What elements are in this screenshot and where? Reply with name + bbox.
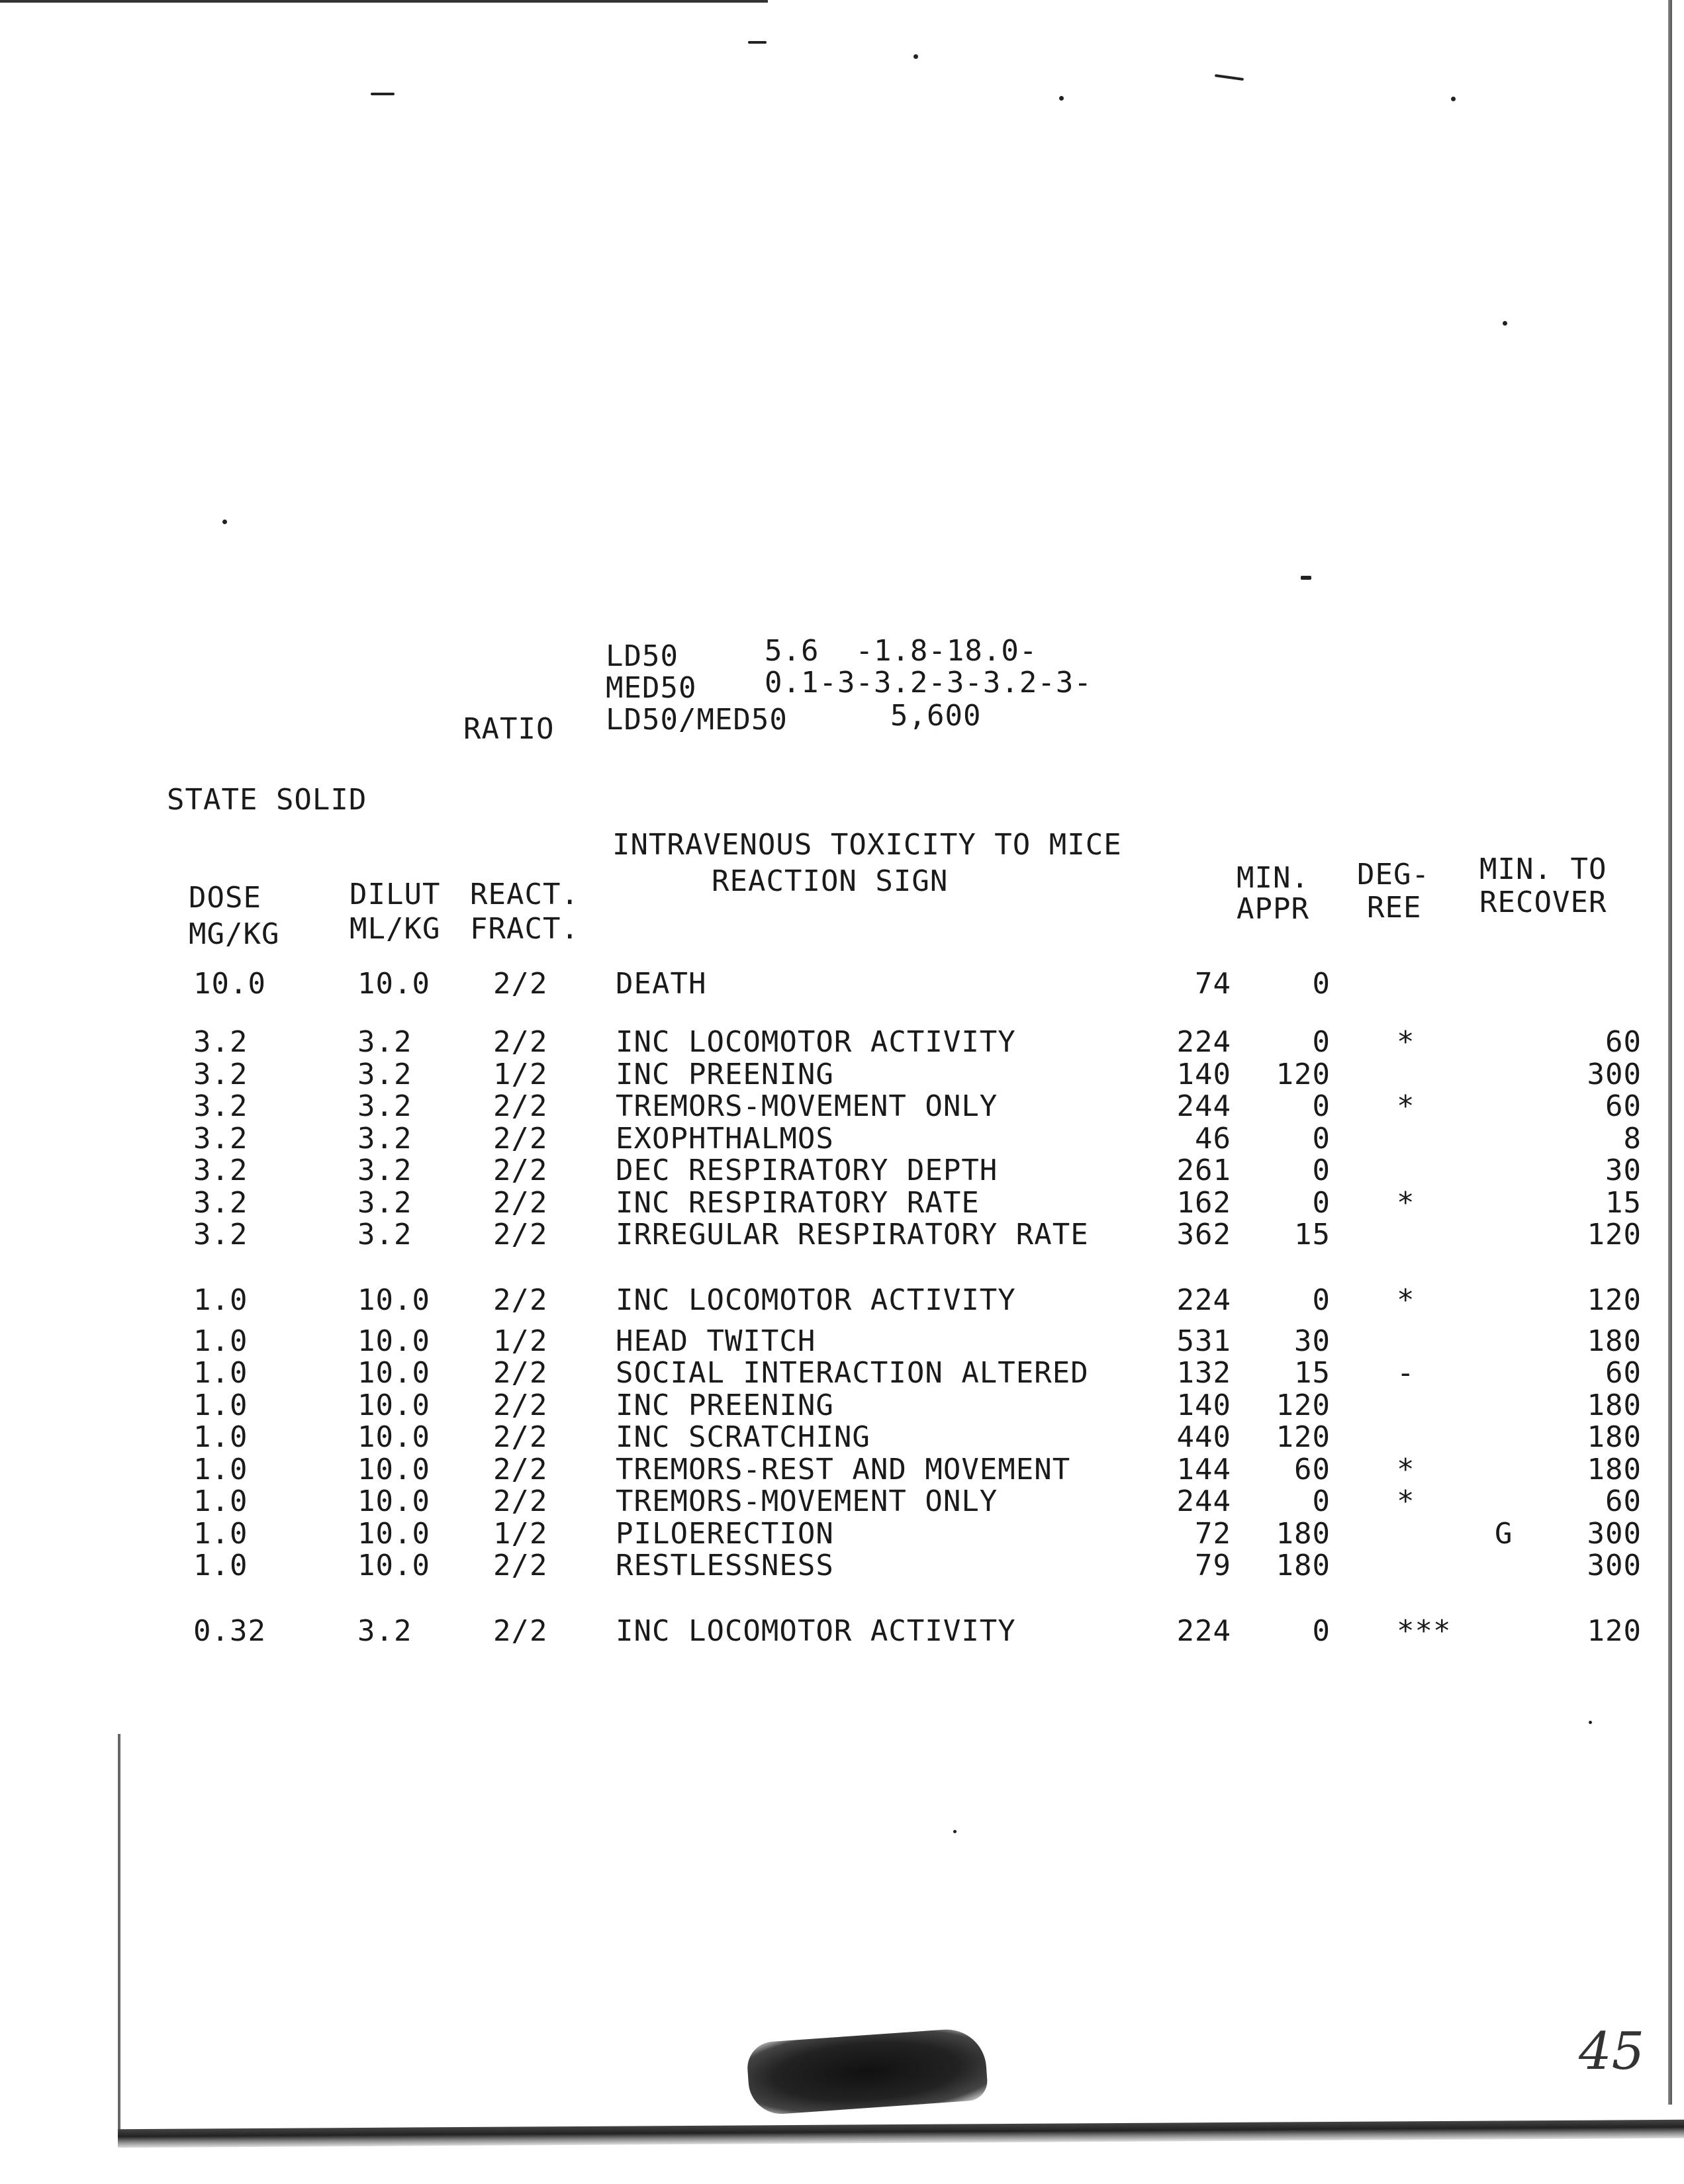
cell-reaction-sign: INC PREENING bbox=[616, 1058, 834, 1091]
cell-degree: * bbox=[1397, 1484, 1415, 1518]
cell-dilut: 10.0 bbox=[357, 1453, 430, 1486]
cell-dose: 3.2 bbox=[193, 1089, 248, 1123]
cell-min-appr: 0 bbox=[1312, 1283, 1331, 1317]
table-row bbox=[0, 1186, 1684, 1222]
table-row bbox=[0, 1455, 1684, 1488]
cell-min-recover: 60 bbox=[1605, 1025, 1642, 1059]
scan-speck bbox=[222, 520, 227, 524]
cell-reaction-sign: IRREGULAR RESPIRATORY RATE bbox=[616, 1218, 1089, 1251]
cell-degree: *** bbox=[1397, 1614, 1452, 1648]
cell-reaction-sign: INC PREENING bbox=[616, 1388, 834, 1422]
header-min-appr: MIN. bbox=[1237, 861, 1309, 895]
cell-fract: 2/2 bbox=[493, 1420, 548, 1454]
cell-min-appr: 120 bbox=[1276, 1420, 1331, 1454]
cell-sign-code: 224 bbox=[1176, 1025, 1231, 1059]
cell-reaction-sign: TREMORS-MOVEMENT ONLY bbox=[616, 1484, 998, 1518]
cell-min-appr: 0 bbox=[1312, 1122, 1331, 1156]
cell-dilut: 10.0 bbox=[357, 1420, 430, 1454]
cell-degree: * bbox=[1397, 1089, 1415, 1123]
scan-speck bbox=[371, 93, 395, 95]
cell-fract: 2/2 bbox=[493, 1549, 548, 1582]
table-title: INTRAVENOUS TOXICITY TO MICE bbox=[612, 828, 1122, 862]
ratio-expression: LD50/MED50 bbox=[606, 703, 788, 737]
cell-min-recover: 120 bbox=[1587, 1283, 1642, 1317]
cell-dilut: 10.0 bbox=[357, 1517, 430, 1551]
cell-dose: 1.0 bbox=[193, 1549, 248, 1582]
cell-dilut: 3.2 bbox=[357, 1025, 412, 1059]
cell-dose: 3.2 bbox=[193, 1154, 248, 1187]
table-row bbox=[0, 1484, 1684, 1520]
cell-sign-code: 144 bbox=[1176, 1453, 1231, 1486]
cell-degree: * bbox=[1397, 1186, 1415, 1220]
scan-speck bbox=[1215, 74, 1244, 81]
table-row bbox=[0, 1614, 1684, 1650]
cell-min-recover: 30 bbox=[1605, 1154, 1642, 1187]
cell-fract: 2/2 bbox=[493, 1089, 548, 1123]
cell-dose: 1.0 bbox=[193, 1484, 248, 1518]
scan-speck bbox=[1589, 1721, 1592, 1724]
cell-reaction-sign: DEC RESPIRATORY DEPTH bbox=[616, 1154, 998, 1187]
cell-dose: 1.0 bbox=[193, 1388, 248, 1422]
scan-speck bbox=[913, 54, 918, 59]
table-row bbox=[0, 1356, 1684, 1392]
cell-dilut: 3.2 bbox=[357, 1122, 412, 1156]
cell-fract: 2/2 bbox=[493, 1025, 548, 1059]
cell-note: G bbox=[1495, 1517, 1513, 1551]
cell-min-recover: 180 bbox=[1587, 1420, 1642, 1454]
scan-speck bbox=[1301, 576, 1311, 580]
header-min-to: MIN. TO bbox=[1479, 852, 1607, 886]
cell-min-appr: 0 bbox=[1312, 1025, 1331, 1059]
ratio-label: RATIO bbox=[463, 712, 555, 746]
cell-dilut: 10.0 bbox=[357, 1549, 430, 1582]
cell-fract: 2/2 bbox=[493, 1122, 548, 1156]
scan-speck bbox=[748, 41, 767, 44]
cell-min-recover: 60 bbox=[1605, 1089, 1642, 1123]
header-appr: APPR bbox=[1237, 892, 1309, 926]
cell-sign-code: 140 bbox=[1176, 1388, 1231, 1422]
header-degree: DEG- bbox=[1357, 858, 1430, 891]
scan-edge-top bbox=[0, 0, 768, 3]
cell-sign-code: 261 bbox=[1176, 1154, 1231, 1187]
table-row bbox=[0, 1551, 1684, 1584]
cell-dilut: 3.2 bbox=[357, 1186, 412, 1220]
cell-fract: 1/2 bbox=[493, 1058, 548, 1091]
cell-fract: 2/2 bbox=[493, 1218, 548, 1251]
header-dose: DOSE bbox=[189, 881, 261, 915]
cell-reaction-sign: SOCIAL INTERACTION ALTERED bbox=[616, 1356, 1089, 1390]
cell-degree: * bbox=[1397, 1283, 1415, 1317]
cell-dose: 0.32 bbox=[193, 1614, 266, 1648]
scan-speck bbox=[1451, 97, 1456, 101]
table-row bbox=[0, 967, 1684, 1003]
cell-sign-code: 74 bbox=[1195, 967, 1231, 1001]
state-label: STATE SOLID bbox=[167, 783, 367, 817]
cell-min-recover: 15 bbox=[1605, 1186, 1642, 1220]
cell-min-appr: 15 bbox=[1294, 1218, 1331, 1251]
header-ree: REE bbox=[1367, 891, 1422, 925]
cell-fract: 2/2 bbox=[493, 1154, 548, 1187]
table-row bbox=[0, 1324, 1684, 1360]
cell-min-recover: 120 bbox=[1587, 1218, 1642, 1251]
cell-min-appr: 0 bbox=[1312, 1154, 1331, 1187]
cell-fract: 2/2 bbox=[493, 1283, 548, 1317]
cell-reaction-sign: INC RESPIRATORY RATE bbox=[616, 1186, 980, 1220]
cell-dose: 1.0 bbox=[193, 1420, 248, 1454]
cell-min-appr: 0 bbox=[1312, 967, 1331, 1001]
cell-fract: 2/2 bbox=[493, 1186, 548, 1220]
cell-min-recover: 180 bbox=[1587, 1453, 1642, 1486]
cell-fract: 1/2 bbox=[493, 1517, 548, 1551]
cell-min-recover: 180 bbox=[1587, 1388, 1642, 1422]
table-row bbox=[0, 1025, 1684, 1061]
cell-dose: 1.0 bbox=[193, 1453, 248, 1486]
cell-degree: * bbox=[1397, 1453, 1415, 1486]
header-fract: FRACT. bbox=[470, 912, 579, 946]
cell-dose: 1.0 bbox=[193, 1283, 248, 1317]
scan-speck bbox=[953, 1830, 957, 1833]
cell-min-appr: 15 bbox=[1294, 1356, 1331, 1390]
cell-fract: 2/2 bbox=[493, 1453, 548, 1486]
cell-reaction-sign: DEATH bbox=[616, 967, 707, 1001]
cell-dilut: 10.0 bbox=[357, 1283, 430, 1317]
ld50-label: LD50 bbox=[606, 639, 678, 673]
cell-reaction-sign: INC LOCOMOTOR ACTIVITY bbox=[616, 1614, 1016, 1648]
scan-speck bbox=[1059, 96, 1064, 101]
header-dilut: DILUT bbox=[350, 878, 441, 911]
header-dilut-unit: ML/KG bbox=[350, 912, 441, 946]
table-row bbox=[0, 1388, 1684, 1424]
cell-min-appr: 180 bbox=[1276, 1517, 1331, 1551]
header-dose-unit: MG/KG bbox=[189, 917, 280, 951]
cell-dose: 10.0 bbox=[193, 967, 266, 1001]
cell-min-recover: 300 bbox=[1587, 1517, 1642, 1551]
cell-dilut: 3.2 bbox=[357, 1089, 412, 1123]
scan-edge-bottom bbox=[118, 2120, 1684, 2148]
cell-min-recover: 8 bbox=[1623, 1122, 1642, 1156]
cell-min-appr: 0 bbox=[1312, 1484, 1331, 1518]
cell-fract: 2/2 bbox=[493, 1356, 548, 1390]
table-row bbox=[0, 1156, 1684, 1189]
cell-reaction-sign: TREMORS-MOVEMENT ONLY bbox=[616, 1089, 998, 1123]
cell-reaction-sign: RESTLESSNESS bbox=[616, 1549, 834, 1582]
cell-min-appr: 0 bbox=[1312, 1614, 1331, 1648]
cell-dilut: 3.2 bbox=[357, 1614, 412, 1648]
table-row bbox=[0, 1220, 1684, 1253]
table-row bbox=[0, 1089, 1684, 1125]
cell-reaction-sign: INC LOCOMOTOR ACTIVITY bbox=[616, 1025, 1016, 1059]
cell-sign-code: 46 bbox=[1195, 1122, 1231, 1156]
cell-sign-code: 531 bbox=[1176, 1324, 1231, 1358]
cell-sign-code: 362 bbox=[1176, 1218, 1231, 1251]
cell-min-appr: 120 bbox=[1276, 1058, 1331, 1091]
cell-dose: 1.0 bbox=[193, 1517, 248, 1551]
header-react: REACT. bbox=[470, 878, 579, 911]
table-row bbox=[0, 1124, 1684, 1158]
cell-min-recover: 300 bbox=[1587, 1058, 1642, 1091]
ld50-value: 5.6 -1.8-18.0- bbox=[765, 634, 1038, 668]
cell-min-recover: 180 bbox=[1587, 1324, 1642, 1358]
cell-fract: 1/2 bbox=[493, 1324, 548, 1358]
cell-sign-code: 162 bbox=[1176, 1186, 1231, 1220]
page-number: 45 bbox=[1579, 2022, 1645, 2081]
med50-label: MED50 bbox=[606, 671, 697, 705]
cell-dilut: 10.0 bbox=[357, 1388, 430, 1422]
cell-sign-code: 79 bbox=[1195, 1549, 1231, 1582]
cell-reaction-sign: PILOERECTION bbox=[616, 1517, 834, 1551]
cell-reaction-sign: HEAD TWITCH bbox=[616, 1324, 816, 1358]
cell-degree: - bbox=[1397, 1356, 1415, 1390]
cell-dose: 1.0 bbox=[193, 1324, 248, 1358]
cell-min-recover: 60 bbox=[1605, 1356, 1642, 1390]
cell-dose: 3.2 bbox=[193, 1025, 248, 1059]
cell-min-recover: 60 bbox=[1605, 1484, 1642, 1518]
cell-min-appr: 120 bbox=[1276, 1388, 1331, 1422]
table-row bbox=[0, 1283, 1684, 1319]
ink-smudge bbox=[746, 2027, 989, 2116]
cell-min-appr: 60 bbox=[1294, 1453, 1331, 1486]
cell-sign-code: 224 bbox=[1176, 1614, 1231, 1648]
table-row bbox=[0, 1517, 1684, 1553]
cell-sign-code: 140 bbox=[1176, 1058, 1231, 1091]
cell-dose: 1.0 bbox=[193, 1356, 248, 1390]
cell-dose: 3.2 bbox=[193, 1058, 248, 1091]
cell-reaction-sign: INC SCRATCHING bbox=[616, 1420, 870, 1454]
cell-min-appr: 0 bbox=[1312, 1089, 1331, 1123]
cell-sign-code: 132 bbox=[1176, 1356, 1231, 1390]
cell-dilut: 10.0 bbox=[357, 1484, 430, 1518]
header-recover: RECOVER bbox=[1479, 886, 1607, 919]
cell-dilut: 10.0 bbox=[357, 1356, 430, 1390]
ratio-value: 5,600 bbox=[890, 699, 982, 733]
cell-fract: 2/2 bbox=[493, 1484, 548, 1518]
cell-dilut: 3.2 bbox=[357, 1058, 412, 1091]
cell-min-recover: 120 bbox=[1587, 1614, 1642, 1648]
header-reaction-sign: REACTION SIGN bbox=[712, 864, 949, 898]
cell-min-appr: 30 bbox=[1294, 1324, 1331, 1358]
cell-degree: * bbox=[1397, 1025, 1415, 1059]
scan-speck bbox=[1503, 321, 1507, 326]
cell-fract: 2/2 bbox=[493, 1388, 548, 1422]
cell-min-appr: 0 bbox=[1312, 1186, 1331, 1220]
cell-reaction-sign: EXOPHTHALMOS bbox=[616, 1122, 834, 1156]
cell-min-recover: 300 bbox=[1587, 1549, 1642, 1582]
cell-fract: 2/2 bbox=[493, 967, 548, 1001]
cell-fract: 2/2 bbox=[493, 1614, 548, 1648]
cell-dilut: 3.2 bbox=[357, 1154, 412, 1187]
cell-dose: 3.2 bbox=[193, 1122, 248, 1156]
cell-sign-code: 72 bbox=[1195, 1517, 1231, 1551]
cell-dilut: 10.0 bbox=[357, 1324, 430, 1358]
cell-reaction-sign: TREMORS-REST AND MOVEMENT bbox=[616, 1453, 1071, 1486]
cell-sign-code: 244 bbox=[1176, 1089, 1231, 1123]
cell-dose: 3.2 bbox=[193, 1218, 248, 1251]
cell-dilut: 10.0 bbox=[357, 967, 430, 1001]
table-row bbox=[0, 1420, 1684, 1456]
cell-sign-code: 224 bbox=[1176, 1283, 1231, 1317]
table-row bbox=[0, 1060, 1684, 1093]
cell-reaction-sign: INC LOCOMOTOR ACTIVITY bbox=[616, 1283, 1016, 1317]
cell-sign-code: 244 bbox=[1176, 1484, 1231, 1518]
cell-min-appr: 180 bbox=[1276, 1549, 1331, 1582]
med50-value: 0.1-3-3.2-3-3.2-3- bbox=[765, 666, 1092, 700]
scan-edge-left bbox=[118, 1734, 120, 2138]
cell-sign-code: 440 bbox=[1176, 1420, 1231, 1454]
cell-dose: 3.2 bbox=[193, 1186, 248, 1220]
cell-dilut: 3.2 bbox=[357, 1218, 412, 1251]
